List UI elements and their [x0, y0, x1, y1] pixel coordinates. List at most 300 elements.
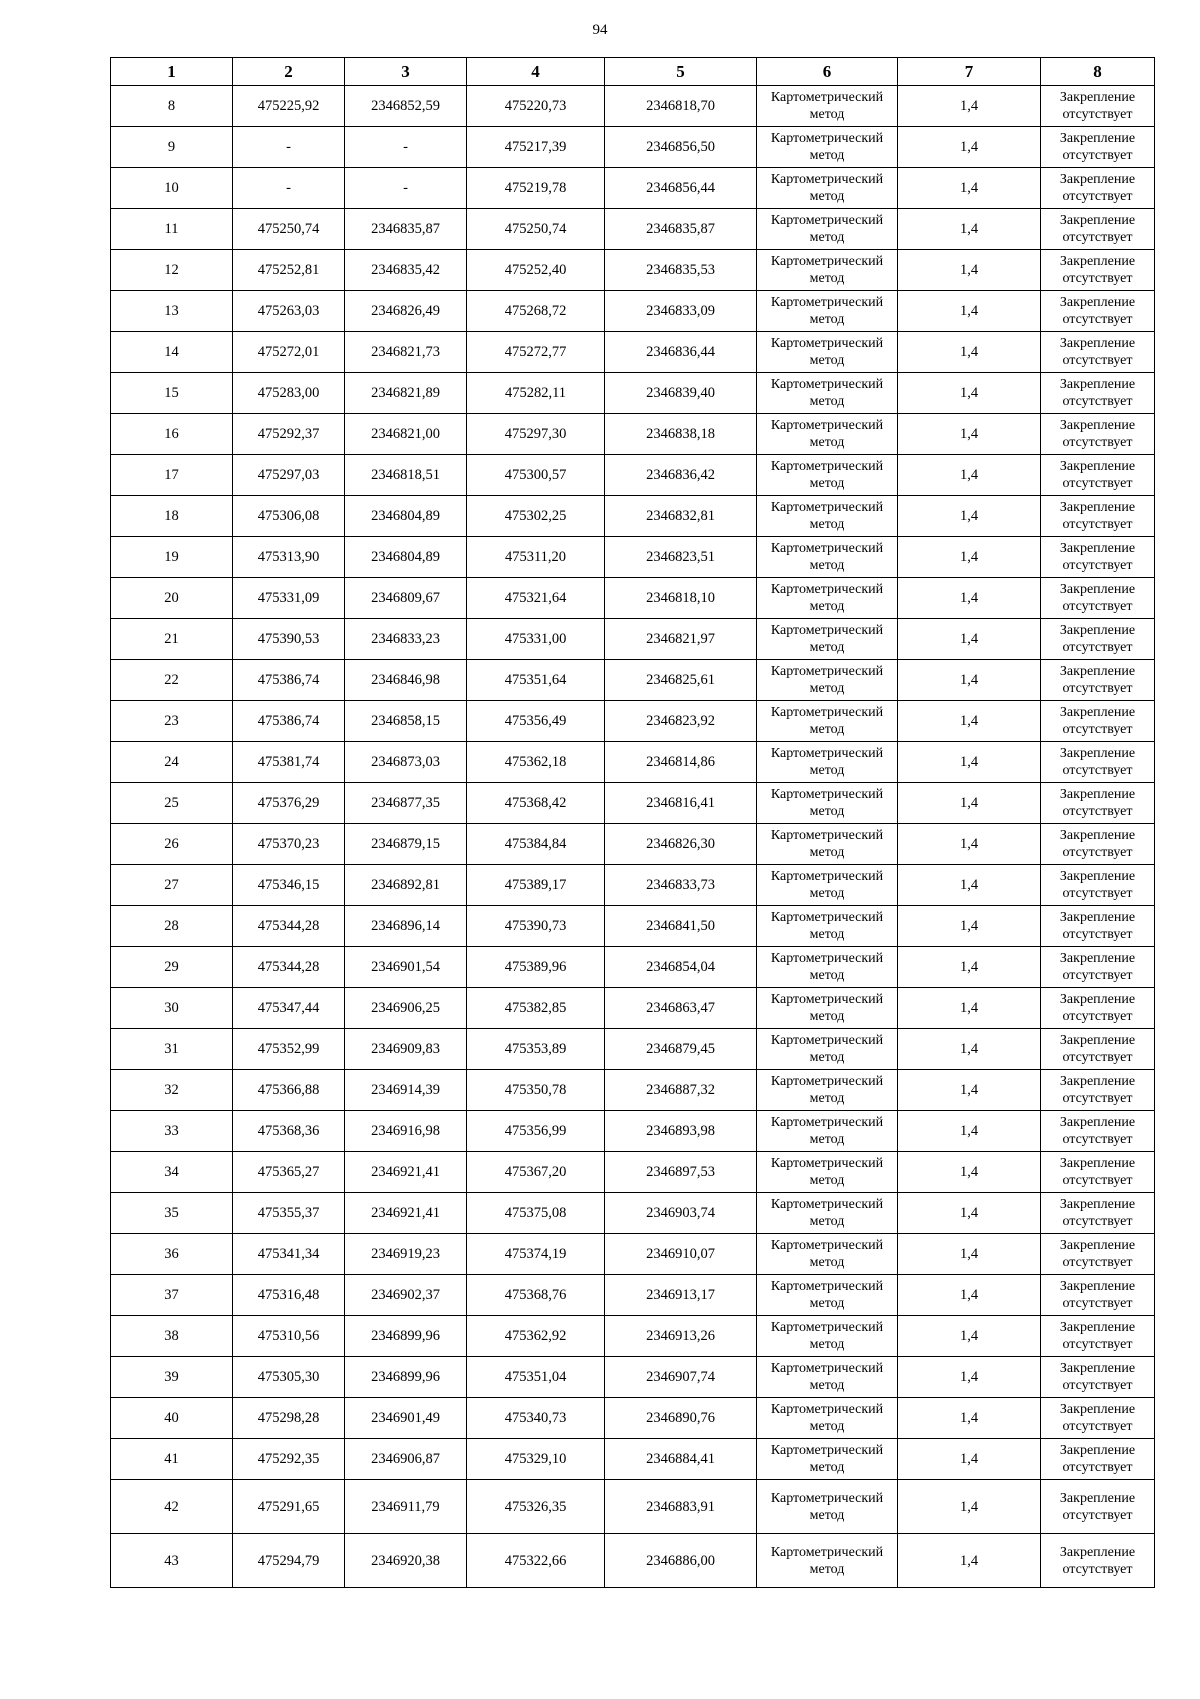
x-existing-cell: 475376,29 — [233, 783, 345, 824]
method-cell: Картометрический метод — [757, 1480, 898, 1534]
y-refined-cell: 2346856,44 — [605, 168, 757, 209]
table-row — [111, 1316, 1155, 1357]
accuracy-cell: 1,4 — [898, 1275, 1041, 1316]
x-existing-cell: 475331,09 — [233, 578, 345, 619]
accuracy-cell: 1,4 — [898, 824, 1041, 865]
fixing-description-cell: Закрепление отсутствует — [1041, 455, 1155, 496]
accuracy-cell: 1,4 — [898, 291, 1041, 332]
fixing-description-cell: Закрепление отсутствует — [1041, 1480, 1155, 1534]
column-header: 1 — [111, 58, 233, 86]
accuracy-cell: 1,4 — [898, 373, 1041, 414]
fixing-description-cell: Закрепление отсутствует — [1041, 619, 1155, 660]
x-existing-cell: 475310,56 — [233, 1316, 345, 1357]
point-number-cell: 17 — [111, 455, 233, 496]
point-number-cell: 18 — [111, 496, 233, 537]
x-refined-cell: 475362,18 — [467, 742, 605, 783]
table-row — [111, 824, 1155, 865]
method-cell: Картометрический метод — [757, 947, 898, 988]
method-cell: Картометрический метод — [757, 1234, 898, 1275]
accuracy-cell: 1,4 — [898, 1316, 1041, 1357]
x-existing-cell: 475297,03 — [233, 455, 345, 496]
y-refined-cell: 2346913,26 — [605, 1316, 757, 1357]
y-refined-cell: 2346826,30 — [605, 824, 757, 865]
table-row — [111, 332, 1155, 373]
table-row — [111, 1398, 1155, 1439]
method-cell: Картометрический метод — [757, 988, 898, 1029]
method-cell: Картометрический метод — [757, 824, 898, 865]
method-cell: Картометрический метод — [757, 1070, 898, 1111]
x-refined-cell: 475384,84 — [467, 824, 605, 865]
method-cell: Картометрический метод — [757, 1316, 898, 1357]
point-number-cell: 13 — [111, 291, 233, 332]
table-row — [111, 660, 1155, 701]
column-header: 5 — [605, 58, 757, 86]
table-row — [111, 1152, 1155, 1193]
fixing-description-cell: Закрепление отсутствует — [1041, 824, 1155, 865]
fixing-description-cell: Закрепление отсутствует — [1041, 988, 1155, 1029]
accuracy-cell: 1,4 — [898, 1398, 1041, 1439]
x-refined-cell: 475282,11 — [467, 373, 605, 414]
fixing-description-cell: Закрепление отсутствует — [1041, 1398, 1155, 1439]
y-existing-cell: 2346858,15 — [345, 701, 467, 742]
x-existing-cell: 475250,74 — [233, 209, 345, 250]
y-refined-cell: 2346897,53 — [605, 1152, 757, 1193]
accuracy-cell: 1,4 — [898, 1234, 1041, 1275]
fixing-description-cell: Закрепление отсутствует — [1041, 1070, 1155, 1111]
point-number-cell: 19 — [111, 537, 233, 578]
accuracy-cell: 1,4 — [898, 537, 1041, 578]
x-existing-cell: 475390,53 — [233, 619, 345, 660]
y-refined-cell: 2346833,09 — [605, 291, 757, 332]
point-number-cell: 42 — [111, 1480, 233, 1534]
x-refined-cell: 475329,10 — [467, 1439, 605, 1480]
fixing-description-cell: Закрепление отсутствует — [1041, 414, 1155, 455]
x-refined-cell: 475300,57 — [467, 455, 605, 496]
x-existing-cell: 475316,48 — [233, 1275, 345, 1316]
column-header: 2 — [233, 58, 345, 86]
x-existing-cell: - — [233, 127, 345, 168]
x-existing-cell: 475283,00 — [233, 373, 345, 414]
point-number-cell: 25 — [111, 783, 233, 824]
y-existing-cell: 2346804,89 — [345, 496, 467, 537]
fixing-description-cell: Закрепление отсутствует — [1041, 742, 1155, 783]
accuracy-cell: 1,4 — [898, 578, 1041, 619]
fixing-description-cell: Закрепление отсутствует — [1041, 1357, 1155, 1398]
table-row — [111, 988, 1155, 1029]
table-row — [111, 865, 1155, 906]
accuracy-cell: 1,4 — [898, 742, 1041, 783]
x-existing-cell: 475225,92 — [233, 86, 345, 127]
method-cell: Картометрический метод — [757, 127, 898, 168]
accuracy-cell: 1,4 — [898, 619, 1041, 660]
point-number-cell: 22 — [111, 660, 233, 701]
point-number-cell: 27 — [111, 865, 233, 906]
y-refined-cell: 2346818,70 — [605, 86, 757, 127]
x-refined-cell: 475302,25 — [467, 496, 605, 537]
y-refined-cell: 2346832,81 — [605, 496, 757, 537]
x-refined-cell: 475362,92 — [467, 1316, 605, 1357]
y-refined-cell: 2346833,73 — [605, 865, 757, 906]
fixing-description-cell: Закрепление отсутствует — [1041, 1029, 1155, 1070]
table-row — [111, 947, 1155, 988]
accuracy-cell: 1,4 — [898, 1193, 1041, 1234]
y-existing-cell: 2346899,96 — [345, 1357, 467, 1398]
fixing-description-cell: Закрепление отсутствует — [1041, 660, 1155, 701]
y-refined-cell: 2346884,41 — [605, 1439, 757, 1480]
y-existing-cell: 2346906,87 — [345, 1439, 467, 1480]
y-refined-cell: 2346886,00 — [605, 1534, 757, 1588]
x-refined-cell: 475351,04 — [467, 1357, 605, 1398]
accuracy-cell: 1,4 — [898, 414, 1041, 455]
y-refined-cell: 2346854,04 — [605, 947, 757, 988]
coordinates-table — [110, 57, 1155, 1588]
y-existing-cell: 2346896,14 — [345, 906, 467, 947]
x-existing-cell: 475292,35 — [233, 1439, 345, 1480]
y-refined-cell: 2346816,41 — [605, 783, 757, 824]
x-existing-cell: 475365,27 — [233, 1152, 345, 1193]
point-number-cell: 8 — [111, 86, 233, 127]
accuracy-cell: 1,4 — [898, 496, 1041, 537]
table-row — [111, 209, 1155, 250]
x-refined-cell: 475374,19 — [467, 1234, 605, 1275]
accuracy-cell: 1,4 — [898, 660, 1041, 701]
accuracy-cell: 1,4 — [898, 1480, 1041, 1534]
y-refined-cell: 2346890,76 — [605, 1398, 757, 1439]
fixing-description-cell: Закрепление отсутствует — [1041, 1234, 1155, 1275]
table-row — [111, 1480, 1155, 1534]
x-existing-cell: 475381,74 — [233, 742, 345, 783]
method-cell: Картометрический метод — [757, 1398, 898, 1439]
y-existing-cell: 2346914,39 — [345, 1070, 467, 1111]
y-refined-cell: 2346825,61 — [605, 660, 757, 701]
column-header: 3 — [345, 58, 467, 86]
y-existing-cell: 2346873,03 — [345, 742, 467, 783]
point-number-cell: 21 — [111, 619, 233, 660]
method-cell: Картометрический метод — [757, 783, 898, 824]
table-row — [111, 1439, 1155, 1480]
y-existing-cell: 2346818,51 — [345, 455, 467, 496]
column-header: 4 — [467, 58, 605, 86]
fixing-description-cell: Закрепление отсутствует — [1041, 1439, 1155, 1480]
x-existing-cell: 475341,34 — [233, 1234, 345, 1275]
x-existing-cell: 475355,37 — [233, 1193, 345, 1234]
method-cell: Картометрический метод — [757, 537, 898, 578]
fixing-description-cell: Закрепление отсутствует — [1041, 537, 1155, 578]
accuracy-cell: 1,4 — [898, 1070, 1041, 1111]
method-cell: Картометрический метод — [757, 742, 898, 783]
y-existing-cell: 2346919,23 — [345, 1234, 467, 1275]
accuracy-cell: 1,4 — [898, 86, 1041, 127]
fixing-description-cell: Закрепление отсутствует — [1041, 701, 1155, 742]
point-number-cell: 40 — [111, 1398, 233, 1439]
y-refined-cell: 2346818,10 — [605, 578, 757, 619]
table-row — [111, 86, 1155, 127]
table-row — [111, 1111, 1155, 1152]
table-row — [111, 127, 1155, 168]
fixing-description-cell: Закрепление отсутствует — [1041, 1534, 1155, 1588]
y-existing-cell: 2346835,87 — [345, 209, 467, 250]
table-row — [111, 168, 1155, 209]
method-cell: Картометрический метод — [757, 332, 898, 373]
y-refined-cell: 2346835,53 — [605, 250, 757, 291]
y-existing-cell: 2346921,41 — [345, 1193, 467, 1234]
accuracy-cell: 1,4 — [898, 250, 1041, 291]
y-existing-cell: 2346911,79 — [345, 1480, 467, 1534]
point-number-cell: 14 — [111, 332, 233, 373]
point-number-cell: 24 — [111, 742, 233, 783]
x-refined-cell: 475252,40 — [467, 250, 605, 291]
accuracy-cell: 1,4 — [898, 1111, 1041, 1152]
x-refined-cell: 475322,66 — [467, 1534, 605, 1588]
table-row — [111, 1234, 1155, 1275]
point-number-cell: 33 — [111, 1111, 233, 1152]
y-existing-cell: 2346899,96 — [345, 1316, 467, 1357]
accuracy-cell: 1,4 — [898, 865, 1041, 906]
table-row — [111, 1193, 1155, 1234]
fixing-description-cell: Закрепление отсутствует — [1041, 127, 1155, 168]
x-refined-cell: 475389,17 — [467, 865, 605, 906]
y-existing-cell: 2346804,89 — [345, 537, 467, 578]
x-refined-cell: 475389,96 — [467, 947, 605, 988]
point-number-cell: 29 — [111, 947, 233, 988]
x-existing-cell: 475305,30 — [233, 1357, 345, 1398]
table-row — [111, 1275, 1155, 1316]
accuracy-cell: 1,4 — [898, 947, 1041, 988]
x-existing-cell: 475368,36 — [233, 1111, 345, 1152]
method-cell: Картометрический метод — [757, 1275, 898, 1316]
method-cell: Картометрический метод — [757, 455, 898, 496]
table-row — [111, 783, 1155, 824]
y-refined-cell: 2346893,98 — [605, 1111, 757, 1152]
fixing-description-cell: Закрепление отсутствует — [1041, 783, 1155, 824]
method-cell: Картометрический метод — [757, 701, 898, 742]
method-cell: Картометрический метод — [757, 373, 898, 414]
y-refined-cell: 2346814,86 — [605, 742, 757, 783]
x-existing-cell: 475347,44 — [233, 988, 345, 1029]
point-number-cell: 43 — [111, 1534, 233, 1588]
y-existing-cell: 2346846,98 — [345, 660, 467, 701]
x-existing-cell: 475313,90 — [233, 537, 345, 578]
method-cell: Картометрический метод — [757, 86, 898, 127]
x-refined-cell: 475350,78 — [467, 1070, 605, 1111]
accuracy-cell: 1,4 — [898, 1357, 1041, 1398]
method-cell: Картометрический метод — [757, 1534, 898, 1588]
point-number-cell: 9 — [111, 127, 233, 168]
point-number-cell: 39 — [111, 1357, 233, 1398]
table-row — [111, 619, 1155, 660]
x-refined-cell: 475390,73 — [467, 906, 605, 947]
point-number-cell: 41 — [111, 1439, 233, 1480]
x-refined-cell: 475217,39 — [467, 127, 605, 168]
x-refined-cell: 475321,64 — [467, 578, 605, 619]
accuracy-cell: 1,4 — [898, 701, 1041, 742]
y-refined-cell: 2346887,32 — [605, 1070, 757, 1111]
method-cell: Картометрический метод — [757, 578, 898, 619]
column-header: 7 — [898, 58, 1041, 86]
y-existing-cell: 2346821,00 — [345, 414, 467, 455]
method-cell: Картометрический метод — [757, 291, 898, 332]
accuracy-cell: 1,4 — [898, 1029, 1041, 1070]
fixing-description-cell: Закрепление отсутствует — [1041, 86, 1155, 127]
x-existing-cell: 475252,81 — [233, 250, 345, 291]
accuracy-cell: 1,4 — [898, 127, 1041, 168]
y-existing-cell: 2346916,98 — [345, 1111, 467, 1152]
point-number-cell: 15 — [111, 373, 233, 414]
x-existing-cell: - — [233, 168, 345, 209]
x-refined-cell: 475268,72 — [467, 291, 605, 332]
y-existing-cell: 2346920,38 — [345, 1534, 467, 1588]
method-cell: Картометрический метод — [757, 496, 898, 537]
point-number-cell: 32 — [111, 1070, 233, 1111]
point-number-cell: 36 — [111, 1234, 233, 1275]
x-refined-cell: 475356,99 — [467, 1111, 605, 1152]
point-number-cell: 16 — [111, 414, 233, 455]
x-refined-cell: 475368,42 — [467, 783, 605, 824]
x-existing-cell: 475292,37 — [233, 414, 345, 455]
table-row — [111, 1070, 1155, 1111]
point-number-cell: 34 — [111, 1152, 233, 1193]
x-refined-cell: 475219,78 — [467, 168, 605, 209]
x-existing-cell: 475272,01 — [233, 332, 345, 373]
fixing-description-cell: Закрепление отсутствует — [1041, 578, 1155, 619]
y-existing-cell: 2346835,42 — [345, 250, 467, 291]
x-existing-cell: 475346,15 — [233, 865, 345, 906]
table-row — [111, 578, 1155, 619]
y-existing-cell: 2346809,67 — [345, 578, 467, 619]
table-row — [111, 250, 1155, 291]
method-cell: Картометрический метод — [757, 414, 898, 455]
x-refined-cell: 475382,85 — [467, 988, 605, 1029]
x-existing-cell: 475306,08 — [233, 496, 345, 537]
y-existing-cell: 2346901,49 — [345, 1398, 467, 1439]
y-refined-cell: 2346839,40 — [605, 373, 757, 414]
fixing-description-cell: Закрепление отсутствует — [1041, 168, 1155, 209]
x-refined-cell: 475367,20 — [467, 1152, 605, 1193]
method-cell: Картометрический метод — [757, 168, 898, 209]
y-refined-cell: 2346903,74 — [605, 1193, 757, 1234]
x-existing-cell: 475344,28 — [233, 947, 345, 988]
y-refined-cell: 2346821,97 — [605, 619, 757, 660]
table-row — [111, 291, 1155, 332]
accuracy-cell: 1,4 — [898, 332, 1041, 373]
y-existing-cell: 2346821,89 — [345, 373, 467, 414]
y-refined-cell: 2346823,92 — [605, 701, 757, 742]
fixing-description-cell: Закрепление отсутствует — [1041, 1275, 1155, 1316]
method-cell: Картометрический метод — [757, 1029, 898, 1070]
accuracy-cell: 1,4 — [898, 1152, 1041, 1193]
x-existing-cell: 475370,23 — [233, 824, 345, 865]
x-refined-cell: 475351,64 — [467, 660, 605, 701]
method-cell: Картометрический метод — [757, 619, 898, 660]
method-cell: Картометрический метод — [757, 865, 898, 906]
x-refined-cell: 475220,73 — [467, 86, 605, 127]
x-refined-cell: 475356,49 — [467, 701, 605, 742]
y-existing-cell: 2346826,49 — [345, 291, 467, 332]
point-number-cell: 28 — [111, 906, 233, 947]
y-refined-cell: 2346856,50 — [605, 127, 757, 168]
fixing-description-cell: Закрепление отсутствует — [1041, 1316, 1155, 1357]
method-cell: Картометрический метод — [757, 1152, 898, 1193]
point-number-cell: 37 — [111, 1275, 233, 1316]
y-refined-cell: 2346838,18 — [605, 414, 757, 455]
x-refined-cell: 475375,08 — [467, 1193, 605, 1234]
x-refined-cell: 475311,20 — [467, 537, 605, 578]
y-existing-cell: 2346906,25 — [345, 988, 467, 1029]
accuracy-cell: 1,4 — [898, 906, 1041, 947]
method-cell: Картометрический метод — [757, 1439, 898, 1480]
accuracy-cell: 1,4 — [898, 455, 1041, 496]
y-refined-cell: 2346836,44 — [605, 332, 757, 373]
x-existing-cell: 475298,28 — [233, 1398, 345, 1439]
method-cell: Картометрический метод — [757, 1357, 898, 1398]
fixing-description-cell: Закрепление отсутствует — [1041, 496, 1155, 537]
y-existing-cell: 2346901,54 — [345, 947, 467, 988]
accuracy-cell: 1,4 — [898, 783, 1041, 824]
y-existing-cell: 2346821,73 — [345, 332, 467, 373]
column-header: 6 — [757, 58, 898, 86]
fixing-description-cell: Закрепление отсутствует — [1041, 1152, 1155, 1193]
point-number-cell: 11 — [111, 209, 233, 250]
y-existing-cell: 2346833,23 — [345, 619, 467, 660]
fixing-description-cell: Закрепление отсутствует — [1041, 373, 1155, 414]
y-existing-cell: 2346902,37 — [345, 1275, 467, 1316]
x-existing-cell: 475263,03 — [233, 291, 345, 332]
table-row — [111, 1029, 1155, 1070]
y-refined-cell: 2346913,17 — [605, 1275, 757, 1316]
fixing-description-cell: Закрепление отсутствует — [1041, 250, 1155, 291]
accuracy-cell: 1,4 — [898, 209, 1041, 250]
point-number-cell: 23 — [111, 701, 233, 742]
point-number-cell: 35 — [111, 1193, 233, 1234]
y-refined-cell: 2346835,87 — [605, 209, 757, 250]
x-refined-cell: 475368,76 — [467, 1275, 605, 1316]
x-refined-cell: 475297,30 — [467, 414, 605, 455]
fixing-description-cell: Закрепление отсутствует — [1041, 209, 1155, 250]
x-refined-cell: 475331,00 — [467, 619, 605, 660]
fixing-description-cell: Закрепление отсутствует — [1041, 291, 1155, 332]
table-header-row — [111, 58, 1155, 86]
x-existing-cell: 475344,28 — [233, 906, 345, 947]
point-number-cell: 30 — [111, 988, 233, 1029]
point-number-cell: 10 — [111, 168, 233, 209]
fixing-description-cell: Закрепление отсутствует — [1041, 865, 1155, 906]
fixing-description-cell: Закрепление отсутствует — [1041, 332, 1155, 373]
y-existing-cell: 2346921,41 — [345, 1152, 467, 1193]
accuracy-cell: 1,4 — [898, 168, 1041, 209]
y-refined-cell: 2346823,51 — [605, 537, 757, 578]
method-cell: Картометрический метод — [757, 250, 898, 291]
x-existing-cell: 475366,88 — [233, 1070, 345, 1111]
accuracy-cell: 1,4 — [898, 1439, 1041, 1480]
y-existing-cell: 2346879,15 — [345, 824, 467, 865]
y-existing-cell: 2346852,59 — [345, 86, 467, 127]
table-row — [111, 414, 1155, 455]
table-row — [111, 742, 1155, 783]
table-row — [111, 1534, 1155, 1588]
x-refined-cell: 475353,89 — [467, 1029, 605, 1070]
y-existing-cell: - — [345, 127, 467, 168]
y-existing-cell: 2346892,81 — [345, 865, 467, 906]
y-existing-cell: 2346909,83 — [345, 1029, 467, 1070]
method-cell: Картометрический метод — [757, 1193, 898, 1234]
x-existing-cell: 475386,74 — [233, 660, 345, 701]
table-row — [111, 455, 1155, 496]
table-row — [111, 537, 1155, 578]
y-refined-cell: 2346910,07 — [605, 1234, 757, 1275]
point-number-cell: 38 — [111, 1316, 233, 1357]
fixing-description-cell: Закрепление отсутствует — [1041, 906, 1155, 947]
table-body — [111, 86, 1155, 1588]
